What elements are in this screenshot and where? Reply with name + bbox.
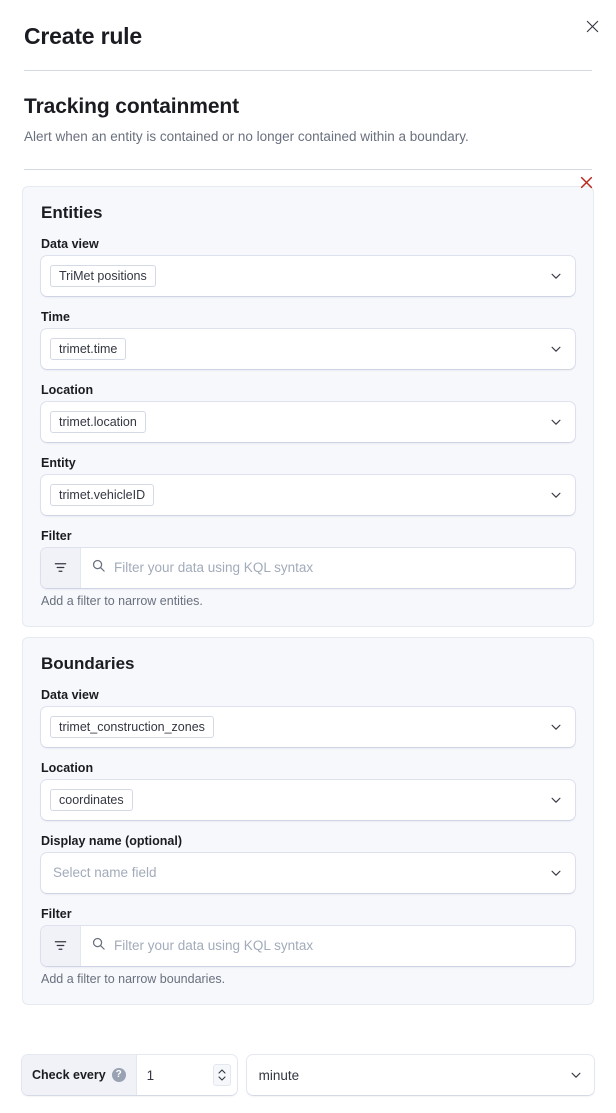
chevron-down-icon xyxy=(548,487,564,503)
entities-filter-label: Filter xyxy=(41,528,72,543)
interval-unit-value: minute xyxy=(258,1067,300,1083)
boundaries-display-name-field xyxy=(41,834,575,893)
interval-input-wrap xyxy=(137,1055,237,1095)
check-every-label: Check every xyxy=(32,1068,106,1082)
boundaries-panel xyxy=(22,637,594,1005)
filter-glyph xyxy=(53,560,68,575)
boundaries-display-name-placeholder: Select name field xyxy=(53,865,157,881)
panels-container xyxy=(0,170,616,1005)
boundaries-filter-input[interactable] xyxy=(114,938,565,953)
boundaries-data-view-combobox[interactable] xyxy=(41,707,575,747)
boundaries-data-view-field xyxy=(41,688,575,747)
boundaries-location-label: Location xyxy=(41,760,94,775)
boundaries-filter-input-wrap xyxy=(81,926,575,966)
flyout-body xyxy=(0,71,616,1043)
entities-entity-value: trimet.vehicleID xyxy=(50,484,154,506)
boundaries-data-view-label: Data view xyxy=(41,687,99,702)
boundaries-display-name-combobox[interactable] xyxy=(41,853,575,893)
close-icon[interactable] xyxy=(576,10,608,42)
entities-filter-bar xyxy=(41,548,575,588)
boundaries-filter-help: Add a filter to narrow boundaries. xyxy=(41,971,226,986)
check-every-prepend xyxy=(22,1055,137,1095)
boundaries-panel-title: Boundaries xyxy=(41,653,135,673)
rule-type-header xyxy=(0,71,616,147)
chevron-down-icon xyxy=(568,1067,584,1083)
entities-filter-input[interactable] xyxy=(114,560,565,575)
entities-panel xyxy=(22,186,594,627)
rule-type-description: Alert when an entity is contained or no longer contained within a boundary. xyxy=(24,129,469,145)
rule-type-title: Tracking containment xyxy=(24,94,240,118)
cross-delete-glyph xyxy=(579,175,594,190)
entities-entity-label: Entity xyxy=(41,455,76,470)
boundaries-filter-label: Filter xyxy=(41,906,72,921)
schedule-row xyxy=(0,1043,616,1113)
entities-data-view-value: TriMet positions xyxy=(50,265,156,287)
entities-location-field xyxy=(41,383,575,442)
chevron-down-icon xyxy=(548,341,564,357)
entities-time-combobox[interactable] xyxy=(41,329,575,369)
boundaries-filter-bar xyxy=(41,926,575,966)
stepper-up-icon xyxy=(218,1069,226,1074)
boundaries-location-combobox[interactable] xyxy=(41,780,575,820)
entities-filter-input-wrap xyxy=(81,548,575,588)
boundaries-location-value: coordinates xyxy=(50,789,133,811)
chevron-down-icon xyxy=(548,719,564,735)
flyout-header xyxy=(0,0,616,70)
filter-icon[interactable] xyxy=(41,926,81,966)
search-icon xyxy=(91,936,106,956)
entities-filter-help: Add a filter to narrow entities. xyxy=(41,593,203,608)
entities-entity-field xyxy=(41,456,575,515)
entities-location-combobox[interactable] xyxy=(41,402,575,442)
interval-unit-select[interactable] xyxy=(247,1055,594,1095)
filter-glyph xyxy=(53,938,68,953)
page-title: Create rule xyxy=(24,23,142,49)
cross-delete-icon[interactable] xyxy=(572,169,600,197)
entities-time-value: trimet.time xyxy=(50,338,126,360)
chevron-down-icon xyxy=(548,792,564,808)
boundaries-display-name-label: Display name (optional) xyxy=(41,833,182,848)
entities-time-field xyxy=(41,310,575,369)
entities-time-label: Time xyxy=(41,309,70,324)
check-every-control xyxy=(22,1055,237,1095)
boundaries-filter-field xyxy=(41,907,575,986)
chevron-down-icon xyxy=(548,414,564,430)
entities-data-view-combobox[interactable] xyxy=(41,256,575,296)
entities-panel-title: Entities xyxy=(41,202,103,222)
quantity-stepper[interactable] xyxy=(213,1064,231,1086)
entities-entity-combobox[interactable] xyxy=(41,475,575,515)
boundaries-location-field xyxy=(41,761,575,820)
filter-icon[interactable] xyxy=(41,548,81,588)
boundaries-data-view-value: trimet_construction_zones xyxy=(50,716,214,738)
question-mark-icon[interactable]: ? xyxy=(112,1068,126,1082)
close-glyph xyxy=(585,19,600,34)
entities-data-view-field xyxy=(41,237,575,296)
entities-location-value: trimet.location xyxy=(50,411,146,433)
chevron-down-icon xyxy=(548,268,564,284)
chevron-down-icon xyxy=(548,865,564,881)
entities-filter-field xyxy=(41,529,575,608)
search-icon xyxy=(91,558,106,578)
entities-data-view-label: Data view xyxy=(41,236,99,251)
entities-location-label: Location xyxy=(41,382,94,397)
stepper-down-icon xyxy=(218,1076,226,1081)
